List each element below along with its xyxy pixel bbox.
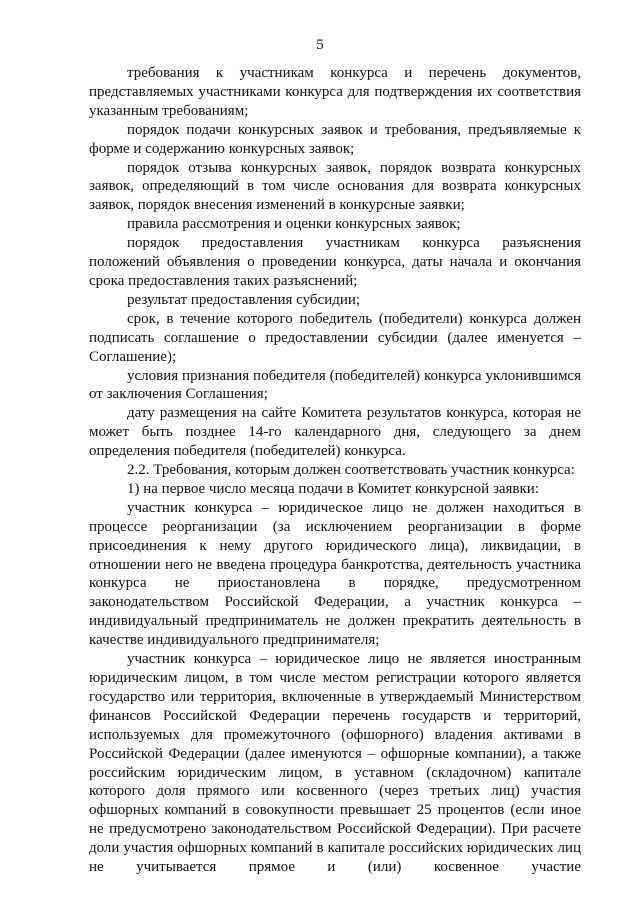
paragraph-evaluation-rules: правила рассмотрения и оценки конкурсных заявок; xyxy=(127,216,461,233)
page-number: 5 xyxy=(316,37,324,53)
body-text xyxy=(89,64,581,877)
paragraph-item-1: 1) на первое число месяца подачи в Комитет конкурсной заявки: xyxy=(127,480,540,497)
paragraph-legal-entity-status: участник конкурса – юридическое лицо не должен находиться в процессе реорганизации (за исключением реорганизации в форме присоединения к нему другого юридического лица), ликвидации, в отношении него не введена процедура банкротства, деятельность участника конкурса не приостановлена в порядке, предусмотренном законодательством Российской Федерации, а участник конкурса – индивидуальный предприниматель не должен прекратить деятельность в качестве индивидуального предпринимателя; xyxy=(89,499,581,649)
paragraph-agreement-term: срок, в течение которого победитель (победители) конкурса должен подписать соглашение о предоставлении субсидии (далее именуется – Соглашение); xyxy=(89,310,581,365)
paragraph-application-submission: порядок подачи конкурсных заявок и требования, предъявляемые к форме и содержанию конкурсных заявок; xyxy=(89,121,581,157)
paragraph-subsidy-result: результат предоставления субсидии; xyxy=(127,291,361,308)
paragraph-application-withdrawal: порядок отзыва конкурсных заявок, порядок возврата конкурсных заявок, определяющий в том числе основания для возврата конкурсных заявок, порядок внесения изменений в конкурсные заявки; xyxy=(89,159,581,214)
paragraph-section-2-2: 2.2. Требования, которым должен соответствовать участник конкурса: xyxy=(127,462,575,479)
paragraph-evasion-conditions: условия признания победителя (победителей) конкурса уклонившимся от заключения Соглашения; xyxy=(89,367,581,403)
paragraph-competition-requirements: требования к участникам конкурса и перечень документов, представляемых участниками конкурса для подтверждения их соответствия указанным требованиям; xyxy=(89,65,581,119)
paragraph-results-publication: дату размещения на сайте Комитета результатов конкурса, которая не может быть позднее 14-го календарного дня, следующего за днем определения победителя (победителей) конкурса. xyxy=(89,405,581,460)
paragraph-offshore-companies: участник конкурса – юридическое лицо не является иностранным юридическим лицом, в том числе местом регистрации которого является государство или территория, включенные в утверждаемый Министерством финансов Российской Федерации перечень государств и территорий, используемых для промежуточного (офшорного) владения активами в Российской Федерации (далее именуются – офшорные компании), а также российским юридическим лицом, в уставном (складочном) капитале которого доля прямого или косвенного (через третьих лиц) участия офшорных компаний в совокупности превышает 25 процентов (если иное не предусмотрено законодательством Российской Федерации). При расчете доли участия офшорных компаний в капитале российских юридических лиц не учитывается прямое и (или) косвенное участие xyxy=(89,651,581,876)
paragraph-clarifications: порядок предоставления участникам конкурса разъяснения положений объявления о проведении конкурса, даты начала и окончания срока предоставления таких разъяснений; xyxy=(89,235,581,289)
